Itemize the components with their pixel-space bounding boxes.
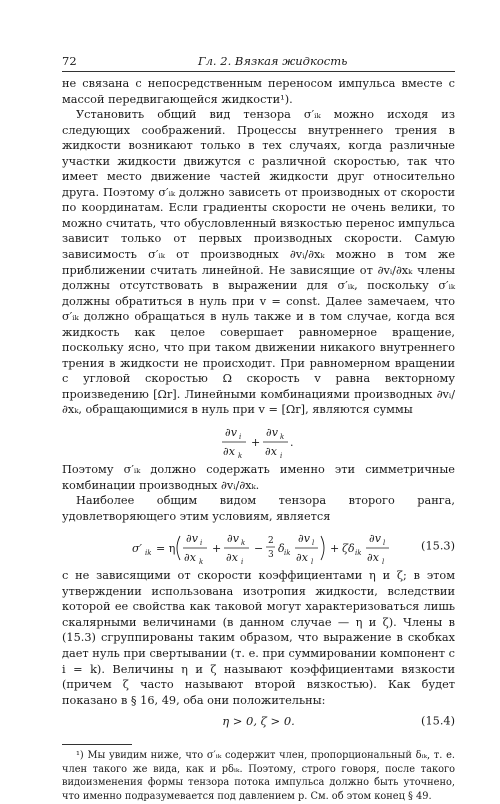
svg-text:k: k <box>241 539 246 548</box>
svg-text:i: i <box>200 539 203 548</box>
paragraph-2: Установить общий вид тензора σ′ᵢₖ можно исходя из следующих соображений. Процессы внутреннего трения в жидкости возникают только в тех случаях, когда различные участки жидкости движутся с различной скоростью, так что имеет место движение частей жидкости друг относительно друга. Поэтому σ′ᵢₖ должно зависеть от производных от скорости по координатам. Если градиенты скорости не очень велики, то можно считать, что обусловленный вязкостью перенос импульса зависит только от первых производных скорости. Самую зависимость σ′ᵢₖ от производных ∂vᵢ/∂xₖ можно в том же приближении считать линейной. Не зависящие от ∂vᵢ/∂xₖ члены должны отсутствовать в выражении для σ′ᵢₖ, поскольку σ′ᵢₖ должны обратиться в нуль при v = const. Далее замечаем, что σ′ᵢₖ должно обращаться в нуль также и в том случае, когда вся жидкость как целое совершает равномерное вращение, поскольку ясно, что при таком движении никакого внутреннего трения в жидкости не происходит. При равномерном вращении с угловой скоростью Ω скорость v равна векторному произведению [Ωr]. Линейными комбинациями производных ∂vᵢ/∂xₖ, обращающимися в нуль при v = [Ωr], являются суммы <box>62 108 455 417</box>
svg-text:ζδ: ζδ <box>342 542 355 556</box>
svg-text:∂x: ∂x <box>184 551 196 565</box>
book-page <box>62 54 455 804</box>
running-title: Гл. 2. Вязкая жидкость <box>198 54 348 68</box>
page-number: 72 <box>62 54 77 68</box>
svg-text:∂v: ∂v <box>369 532 381 546</box>
running-header <box>62 54 455 70</box>
svg-text:k: k <box>199 558 204 567</box>
svg-text:σ′: σ′ <box>132 542 143 556</box>
equation-sum-graphic <box>62 418 455 462</box>
svg-text:∂v: ∂v <box>225 426 237 440</box>
equation-number-15-3: (15.3) <box>421 539 455 553</box>
svg-text:∂x: ∂x <box>367 551 379 565</box>
header-rule <box>62 71 455 72</box>
svg-text:l: l <box>312 539 315 548</box>
svg-text:l: l <box>311 558 314 567</box>
paragraph-1: не связана с непосредственным переносом импульса вместе с массой передвигающейся жидкости¹). <box>62 77 455 106</box>
footnote-rule <box>62 744 132 745</box>
svg-text:i: i <box>280 452 283 461</box>
svg-text:k: k <box>280 433 285 442</box>
equation-15-4-body: η > 0, ζ > 0. <box>222 714 295 729</box>
svg-text:∂v: ∂v <box>298 532 310 546</box>
svg-text:ik: ik <box>355 549 362 558</box>
svg-text:ik: ik <box>145 549 152 558</box>
svg-text:+: + <box>251 436 261 450</box>
svg-text:∂v: ∂v <box>266 426 278 440</box>
svg-text:i: i <box>239 433 242 442</box>
equation-15-3-graphic <box>62 524 455 568</box>
svg-text:.: . <box>290 436 294 450</box>
svg-text:−: − <box>254 542 264 556</box>
svg-text:+: + <box>330 542 340 556</box>
equation-symmetric-sum <box>62 418 455 462</box>
svg-text:l: l <box>383 539 386 548</box>
svg-text:∂x: ∂x <box>226 551 238 565</box>
svg-text:3: 3 <box>268 550 274 561</box>
equation-number-15-4: (15.4) <box>421 714 455 728</box>
svg-text:∂x: ∂x <box>223 445 235 459</box>
svg-text:ik: ik <box>284 549 291 558</box>
footnote: ¹) Мы увидим ниже, что σ′ᵢₖ содержит член, пропорциональный δᵢₖ, т. е. член такого же вида, как и pδᵢₖ. Поэтому, строго говоря, после такого видоизменения формы тензора потока импульса должно быть уточнено, что именно подразумевается под давлением p. См. об этом конец § 49. <box>62 750 455 802</box>
svg-text:i: i <box>241 558 244 567</box>
svg-text:∂x: ∂x <box>296 551 308 565</box>
svg-text:∂v: ∂v <box>227 532 239 546</box>
svg-text:k: k <box>238 452 243 461</box>
paragraph-4: Наиболее общим видом тензора второго ранга, удовлетворяющего этим условиям, является <box>62 494 455 523</box>
equation-15-4 <box>62 708 455 734</box>
equation-15-3 <box>62 524 455 568</box>
svg-text:= η: = η <box>156 542 176 556</box>
svg-text:∂x: ∂x <box>265 445 277 459</box>
svg-text:+: + <box>212 542 222 556</box>
paragraph-3: Поэтому σ′ᵢₖ должно содержать именно эти симметричные комбинации производных ∂vᵢ/∂xₖ. <box>62 463 455 492</box>
paragraph-5: с не зависящими от скорости коэффициентами η и ζ; в этом утверждении использована изотропия жидкости, вследствии которой ее свойства как таковой могут характеризоваться лишь скалярными величинами (в данном случае — η и ζ). Члены в (15.3) сгруппированы таким образом, что выражение в скобках дает нуль при свертывании (т. е. при суммировании компонент с i = k). Величины η и ζ называют коэффициентами вязкости (причем ζ часто называют второй вязкостью). Как будет показано в § 16, 49, оба они положительны: <box>62 569 455 707</box>
svg-text:δ: δ <box>278 542 285 556</box>
svg-text:2: 2 <box>268 536 274 547</box>
svg-text:l: l <box>382 558 385 567</box>
svg-text:∂v: ∂v <box>186 532 198 546</box>
